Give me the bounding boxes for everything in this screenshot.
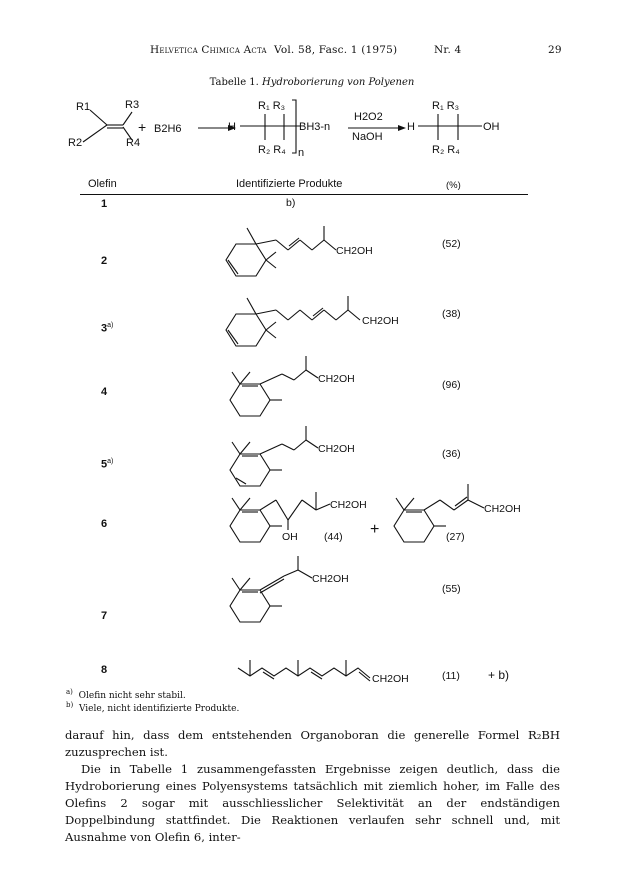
structure-olefin-4 [230, 356, 318, 416]
olefin-number: 4 [101, 386, 108, 398]
structure-olefin-6a [230, 492, 330, 542]
product-group: CH2OH [312, 573, 349, 585]
issue-number: Nr. 4 [434, 44, 462, 56]
structure-olefin-7 [230, 556, 312, 622]
svg-text:OH: OH [483, 121, 500, 133]
svg-text:R₁ R₃: R₁ R₃ [258, 100, 286, 112]
base-naoh: NaOH [352, 131, 383, 143]
product-group: CH2OH [336, 245, 373, 257]
olefin-number: 2 [101, 255, 108, 267]
svg-text:+: + [370, 521, 380, 538]
svg-text:H: H [228, 121, 236, 133]
caption-label: Tabelle 1. [209, 77, 259, 88]
hydroxy-group: OH [282, 531, 298, 543]
journal-name: Helvetica Chimica Acta [150, 44, 267, 56]
yield-value: (96) [442, 379, 461, 391]
oxidant-h2o2: H2O2 [354, 111, 383, 123]
yield-value: (27) [446, 531, 465, 543]
substituent-r4: R4 [126, 137, 141, 149]
olefin-number: 8 [101, 664, 108, 676]
structure-olefin-3 [226, 296, 360, 346]
substituent-r3: R3 [125, 99, 140, 111]
svg-text:R₁ R₃: R₁ R₃ [432, 100, 460, 112]
body-text [65, 727, 560, 846]
product-group: CH2OH [318, 443, 355, 455]
yield-value: (44) [324, 531, 343, 543]
substituent-r1: R1 [76, 101, 91, 113]
yield-value: (36) [442, 448, 461, 460]
structure-olefin-8 [238, 660, 370, 681]
yield-value: (11) [442, 670, 460, 682]
olefin-number: 3$^{a)}$ [101, 322, 114, 335]
footnote-ref: a) [107, 322, 114, 329]
product-group: CH2OH [484, 503, 521, 515]
svg-text:+: + [138, 119, 147, 135]
page-number: 29 [548, 44, 562, 56]
olefin-number: 7 [101, 610, 108, 622]
paragraph: Die in Tabelle 1 zusammengefassten Ergebnisse zeigen deutlich, dass die Hydroborierung eines Polyensystems tatsächlich mit ziemlich hoher, im Falle des Olefins 2 sogar mit ausschliesslicher Selektivität an der endständigen Doppelbindung stattfindet. Die Reaktionen verlaufen sehr schnell und, mit Ausnahme von Olefin 6, inter- [65, 762, 560, 844]
yield-value: (52) [442, 238, 461, 250]
olefin-number: 6 [101, 518, 108, 530]
svg-text:R₂ R₄: R₂ R₄ [258, 144, 286, 156]
column-header-products: Identifizierte Produkte [236, 178, 343, 190]
footnote: $^{b)}$ Viele, nicht identifizierte Produkte. [66, 701, 240, 714]
structure-olefin-6b [394, 484, 484, 542]
product-group: CH2OH [362, 315, 399, 327]
product-group: CH2OH [318, 373, 355, 385]
structure-olefin-2 [226, 226, 336, 276]
olefin-number: 5$^{a)}$ [101, 458, 114, 471]
olefin-number: 1 [101, 198, 108, 210]
svg-text:H: H [407, 121, 415, 133]
substituent-r2: R2 [68, 137, 83, 149]
product-note: b) [286, 197, 296, 209]
product-group: CH2OH [372, 673, 409, 685]
caption-title: Hydroborierung von Polyenen [262, 77, 415, 88]
structure-olefin-5 [230, 426, 318, 486]
footnote-ref: a) [107, 458, 114, 465]
footnote: $^{a)}$ Olefin nicht sehr stabil. [66, 688, 186, 701]
extra-products: + b) [488, 668, 510, 682]
product-group: CH2OH [330, 499, 367, 511]
column-header-percent: (%) [446, 180, 461, 191]
yield-value: (38) [442, 308, 461, 320]
volume-info: Vol. 58, Fasc. 1 (1975) [274, 44, 398, 56]
paragraph: darauf hin, dass dem entstehenden Organoboran die generelle Formel R₂BH zuzusprechen ist. [65, 728, 560, 759]
column-header-olefin: Olefin [88, 178, 117, 190]
reagent-b2h6: B2H6 [154, 123, 182, 135]
subscript-n: n [298, 147, 305, 159]
svg-text:R₂ R₄: R₂ R₄ [432, 144, 460, 156]
boron-group: BH3-n [299, 121, 331, 133]
yield-value: (55) [442, 583, 461, 595]
